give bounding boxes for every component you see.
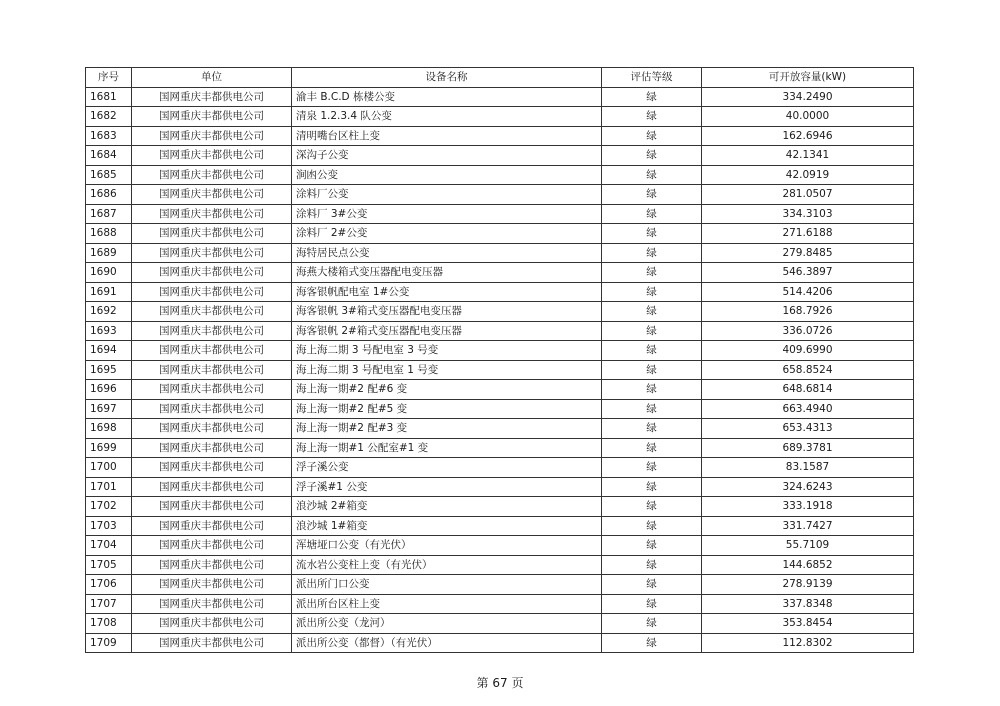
device-name-cell: 流水岩公变柱上变（有光伏） [292, 555, 602, 575]
grade-cell: 绿 [602, 438, 702, 458]
unit-cell: 国网重庆丰都供电公司 [132, 477, 292, 497]
capacity-cell: 689.3781 [702, 438, 914, 458]
capacity-cell: 324.6243 [702, 477, 914, 497]
grade-cell: 绿 [602, 399, 702, 419]
device-name-cell: 海上海一期#2 配#3 变 [292, 419, 602, 439]
row-number: 1705 [86, 555, 132, 575]
unit-cell: 国网重庆丰都供电公司 [132, 185, 292, 205]
capacity-cell: 42.1341 [702, 146, 914, 166]
capacity-cell: 55.7109 [702, 536, 914, 556]
device-name-cell: 派出所公变（都督）（有光伏） [292, 633, 602, 653]
grade-cell: 绿 [602, 204, 702, 224]
capacity-cell: 168.7926 [702, 302, 914, 322]
grade-cell: 绿 [602, 360, 702, 380]
grade-cell: 绿 [602, 575, 702, 595]
table-row [86, 263, 914, 283]
capacity-cell: 334.2490 [702, 87, 914, 107]
capacity-cell: 281.0507 [702, 185, 914, 205]
device-name-cell: 浪沙城 1#箱变 [292, 516, 602, 536]
capacity-cell: 278.9139 [702, 575, 914, 595]
row-number: 1681 [86, 87, 132, 107]
grade-cell: 绿 [602, 380, 702, 400]
header-grade: 评估等级 [602, 68, 702, 88]
unit-cell: 国网重庆丰都供电公司 [132, 282, 292, 302]
row-number: 1704 [86, 536, 132, 556]
device-name-cell: 海上海二期 3 号配电室 1 号变 [292, 360, 602, 380]
row-number: 1682 [86, 107, 132, 127]
row-number: 1689 [86, 243, 132, 263]
table-row [86, 477, 914, 497]
capacity-cell: 279.8485 [702, 243, 914, 263]
table-row [86, 107, 914, 127]
grade-cell: 绿 [602, 477, 702, 497]
row-number: 1687 [86, 204, 132, 224]
capacity-cell: 514.4206 [702, 282, 914, 302]
grade-cell: 绿 [602, 633, 702, 653]
grade-cell: 绿 [602, 555, 702, 575]
unit-cell: 国网重庆丰都供电公司 [132, 126, 292, 146]
grade-cell: 绿 [602, 614, 702, 634]
table-row [86, 633, 914, 653]
table-row [86, 146, 914, 166]
table-row [86, 360, 914, 380]
row-number: 1685 [86, 165, 132, 185]
device-name-cell: 涂料厂公变 [292, 185, 602, 205]
grade-cell: 绿 [602, 126, 702, 146]
row-number: 1695 [86, 360, 132, 380]
capacity-cell: 653.4313 [702, 419, 914, 439]
grade-cell: 绿 [602, 458, 702, 478]
row-number: 1683 [86, 126, 132, 146]
header-device: 设备名称 [292, 68, 602, 88]
capacity-cell: 144.6852 [702, 555, 914, 575]
device-name-cell: 涧凼公变 [292, 165, 602, 185]
row-number: 1693 [86, 321, 132, 341]
unit-cell: 国网重庆丰都供电公司 [132, 204, 292, 224]
unit-cell: 国网重庆丰都供电公司 [132, 341, 292, 361]
row-number: 1690 [86, 263, 132, 283]
device-name-cell: 浑塘垭口公变（有光伏） [292, 536, 602, 556]
capacity-cell: 333.1918 [702, 497, 914, 517]
table-row [86, 536, 914, 556]
unit-cell: 国网重庆丰都供电公司 [132, 497, 292, 517]
device-name-cell: 海上海一期#1 公配室#1 变 [292, 438, 602, 458]
grade-cell: 绿 [602, 146, 702, 166]
header-unit: 单位 [132, 68, 292, 88]
device-name-cell: 清泉 1.2.3.4 队公变 [292, 107, 602, 127]
device-name-cell: 涂料厂 2#公变 [292, 224, 602, 244]
row-number: 1708 [86, 614, 132, 634]
header-capacity: 可开放容量(kW) [702, 68, 914, 88]
capacity-cell: 83.1587 [702, 458, 914, 478]
grade-cell: 绿 [602, 341, 702, 361]
unit-cell: 国网重庆丰都供电公司 [132, 458, 292, 478]
row-number: 1701 [86, 477, 132, 497]
device-name-cell: 派出所公变（龙河） [292, 614, 602, 634]
table-row [86, 438, 914, 458]
row-number: 1699 [86, 438, 132, 458]
table-row [86, 594, 914, 614]
row-number: 1700 [86, 458, 132, 478]
capacity-cell: 112.8302 [702, 633, 914, 653]
unit-cell: 国网重庆丰都供电公司 [132, 438, 292, 458]
row-number: 1684 [86, 146, 132, 166]
grade-cell: 绿 [602, 263, 702, 283]
table-row [86, 575, 914, 595]
device-name-cell: 海客银帆配电室 1#公变 [292, 282, 602, 302]
table-header-row [86, 68, 914, 88]
table-row [86, 341, 914, 361]
table-row [86, 204, 914, 224]
capacity-table [85, 67, 914, 653]
unit-cell: 国网重庆丰都供电公司 [132, 380, 292, 400]
table-row [86, 302, 914, 322]
capacity-cell: 337.8348 [702, 594, 914, 614]
capacity-cell: 334.3103 [702, 204, 914, 224]
device-name-cell: 浪沙城 2#箱变 [292, 497, 602, 517]
grade-cell: 绿 [602, 321, 702, 341]
row-number: 1698 [86, 419, 132, 439]
device-name-cell: 海客银帆 3#箱式变压器配电变压器 [292, 302, 602, 322]
row-number: 1706 [86, 575, 132, 595]
device-name-cell: 海上海一期#2 配#6 变 [292, 380, 602, 400]
table-row [86, 243, 914, 263]
table-row [86, 282, 914, 302]
unit-cell: 国网重庆丰都供电公司 [132, 321, 292, 341]
grade-cell: 绿 [602, 185, 702, 205]
capacity-cell: 162.6946 [702, 126, 914, 146]
unit-cell: 国网重庆丰都供电公司 [132, 302, 292, 322]
unit-cell: 国网重庆丰都供电公司 [132, 399, 292, 419]
unit-cell: 国网重庆丰都供电公司 [132, 419, 292, 439]
capacity-cell: 42.0919 [702, 165, 914, 185]
device-name-cell: 浮子溪#1 公变 [292, 477, 602, 497]
device-name-cell: 清明嘴台区柱上变 [292, 126, 602, 146]
grade-cell: 绿 [602, 165, 702, 185]
table-row [86, 224, 914, 244]
unit-cell: 国网重庆丰都供电公司 [132, 555, 292, 575]
unit-cell: 国网重庆丰都供电公司 [132, 263, 292, 283]
table-row [86, 87, 914, 107]
device-name-cell: 浮子溪公变 [292, 458, 602, 478]
table-row [86, 185, 914, 205]
unit-cell: 国网重庆丰都供电公司 [132, 633, 292, 653]
table-row [86, 497, 914, 517]
unit-cell: 国网重庆丰都供电公司 [132, 516, 292, 536]
grade-cell: 绿 [602, 243, 702, 263]
device-name-cell: 深沟子公变 [292, 146, 602, 166]
device-name-cell: 海特居民点公变 [292, 243, 602, 263]
device-name-cell: 海燕大楼箱式变压器配电变压器 [292, 263, 602, 283]
table-row [86, 399, 914, 419]
device-name-cell: 海上海二期 3 号配电室 3 号变 [292, 341, 602, 361]
grade-cell: 绿 [602, 282, 702, 302]
grade-cell: 绿 [602, 497, 702, 517]
row-number: 1694 [86, 341, 132, 361]
table-row [86, 614, 914, 634]
unit-cell: 国网重庆丰都供电公司 [132, 360, 292, 380]
row-number: 1707 [86, 594, 132, 614]
device-name-cell: 涂料厂 3#公变 [292, 204, 602, 224]
device-name-cell: 海上海一期#2 配#5 变 [292, 399, 602, 419]
row-number: 1688 [86, 224, 132, 244]
table-row [86, 165, 914, 185]
unit-cell: 国网重庆丰都供电公司 [132, 243, 292, 263]
grade-cell: 绿 [602, 224, 702, 244]
row-number: 1702 [86, 497, 132, 517]
row-number: 1696 [86, 380, 132, 400]
capacity-cell: 409.6990 [702, 341, 914, 361]
unit-cell: 国网重庆丰都供电公司 [132, 87, 292, 107]
device-name-cell: 渝丰 B.C.D 栋楼公变 [292, 87, 602, 107]
unit-cell: 国网重庆丰都供电公司 [132, 594, 292, 614]
capacity-cell: 40.0000 [702, 107, 914, 127]
capacity-cell: 658.8524 [702, 360, 914, 380]
table-row [86, 419, 914, 439]
row-number: 1703 [86, 516, 132, 536]
table-row [86, 555, 914, 575]
row-number: 1686 [86, 185, 132, 205]
grade-cell: 绿 [602, 302, 702, 322]
row-number: 1691 [86, 282, 132, 302]
table-row [86, 516, 914, 536]
row-number: 1709 [86, 633, 132, 653]
table-row [86, 126, 914, 146]
capacity-cell: 336.0726 [702, 321, 914, 341]
unit-cell: 国网重庆丰都供电公司 [132, 224, 292, 244]
grade-cell: 绿 [602, 594, 702, 614]
capacity-cell: 648.6814 [702, 380, 914, 400]
grade-cell: 绿 [602, 536, 702, 556]
grade-cell: 绿 [602, 516, 702, 536]
unit-cell: 国网重庆丰都供电公司 [132, 107, 292, 127]
grade-cell: 绿 [602, 419, 702, 439]
device-name-cell: 海客银帆 2#箱式变压器配电变压器 [292, 321, 602, 341]
header-no: 序号 [86, 68, 132, 88]
device-name-cell: 派出所台区柱上变 [292, 594, 602, 614]
unit-cell: 国网重庆丰都供电公司 [132, 614, 292, 634]
capacity-cell: 663.4940 [702, 399, 914, 419]
capacity-cell: 331.7427 [702, 516, 914, 536]
capacity-cell: 353.8454 [702, 614, 914, 634]
row-number: 1692 [86, 302, 132, 322]
capacity-cell: 271.6188 [702, 224, 914, 244]
grade-cell: 绿 [602, 107, 702, 127]
table-row [86, 380, 914, 400]
unit-cell: 国网重庆丰都供电公司 [132, 575, 292, 595]
page-number: 第 67 页 [476, 676, 524, 690]
table-row [86, 321, 914, 341]
grade-cell: 绿 [602, 87, 702, 107]
unit-cell: 国网重庆丰都供电公司 [132, 146, 292, 166]
row-number: 1697 [86, 399, 132, 419]
unit-cell: 国网重庆丰都供电公司 [132, 536, 292, 556]
capacity-cell: 546.3897 [702, 263, 914, 283]
table-row [86, 458, 914, 478]
device-name-cell: 派出所门口公变 [292, 575, 602, 595]
unit-cell: 国网重庆丰都供电公司 [132, 165, 292, 185]
